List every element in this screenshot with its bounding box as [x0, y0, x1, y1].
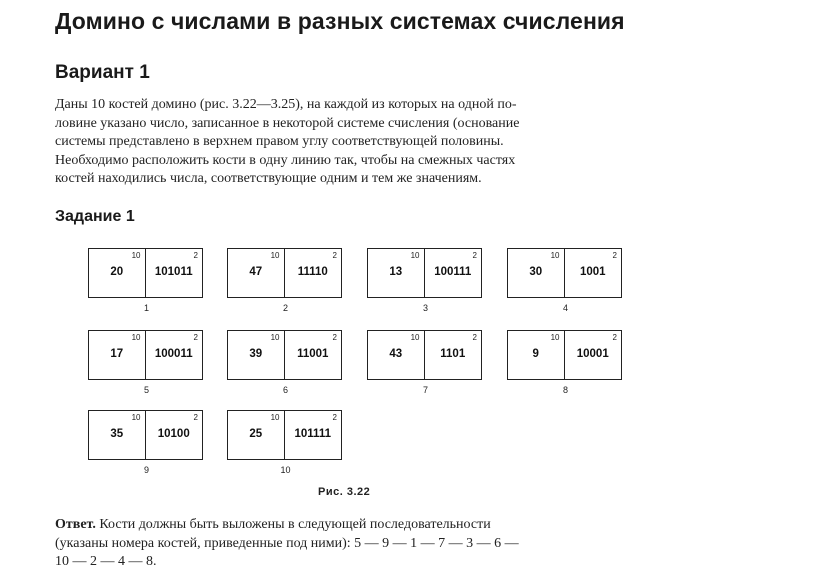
- right-base: 2: [332, 413, 337, 422]
- left-base: 10: [131, 251, 141, 260]
- left-value: 17: [110, 348, 124, 360]
- domino-number: 6: [282, 385, 288, 395]
- domino-right-half: [425, 249, 482, 297]
- domino-tile: [367, 248, 482, 313]
- intro-line: Даны 10 костей домино (рис. 3.22—3.25), на каждой из которых на одной по-: [55, 97, 517, 112]
- domino-right-half: [146, 331, 203, 379]
- task-heading: Задание 1: [55, 208, 135, 225]
- right-value: 101011: [154, 266, 193, 278]
- left-value: 47: [249, 266, 263, 278]
- left-base: 10: [550, 333, 560, 342]
- right-base: 2: [193, 413, 198, 422]
- intro-line: ловине указано число, записанное в некоторой системе счисления (основание: [55, 115, 520, 131]
- domino-number: 2: [282, 303, 288, 313]
- right-value: 101111: [294, 428, 331, 440]
- domino-right-half: [285, 331, 342, 379]
- right-value: 11001: [297, 348, 329, 360]
- right-value: 100111: [434, 266, 472, 278]
- right-base: 2: [612, 333, 617, 342]
- domino-tile: [227, 330, 342, 395]
- domino-left-half: [508, 331, 565, 379]
- right-value: 10001: [576, 348, 609, 360]
- answer-line: (указаны номера костей, приведенные под ними): 5 — 9 — 1 — 7 — 3 — 6 —: [55, 535, 519, 551]
- domino-left-half: [228, 411, 285, 459]
- right-base: 2: [472, 251, 477, 260]
- domino-left-half: [368, 331, 425, 379]
- domino-left-half: [89, 249, 146, 297]
- domino-tile: [227, 410, 342, 475]
- domino-number: 5: [143, 385, 149, 395]
- intro-paragraph: [55, 96, 658, 189]
- domino-tile: [88, 248, 203, 313]
- domino-left-half: [228, 331, 285, 379]
- right-value: 1001: [579, 266, 606, 278]
- left-base: 10: [131, 413, 141, 422]
- domino-tile: [367, 330, 482, 395]
- intro-line: системы представлено в верхнем правом углу соответствующей половины.: [55, 134, 504, 149]
- domino-tile: [88, 410, 203, 475]
- right-base: 2: [193, 251, 198, 260]
- right-value: 100011: [154, 348, 193, 360]
- domino-right-half: [565, 331, 622, 379]
- left-base: 10: [270, 333, 280, 342]
- domino-tile: [88, 330, 203, 395]
- left-value: 43: [389, 348, 403, 360]
- domino-left-half: [89, 331, 146, 379]
- figure-caption: Рис. 3.22: [318, 486, 371, 498]
- domino-right-half: [146, 249, 203, 297]
- right-value: 10100: [157, 428, 190, 440]
- left-value: 25: [249, 428, 263, 440]
- domino-right-half: [565, 249, 622, 297]
- domino-number: 1: [143, 303, 149, 313]
- left-base: 10: [270, 251, 280, 260]
- intro-line: костей находились числа, соответствующие одним и тем же значениям.: [55, 171, 482, 186]
- domino-tile: [507, 330, 622, 395]
- answer-label: Ответ.: [55, 517, 96, 532]
- domino-left-half: [228, 249, 285, 297]
- right-value: 11110: [297, 266, 328, 278]
- domino-left-half: [508, 249, 565, 297]
- domino-number: 10: [280, 465, 291, 475]
- left-value: 13: [389, 266, 403, 278]
- domino-left-half: [368, 249, 425, 297]
- domino-left-half: [89, 411, 146, 459]
- right-base: 2: [332, 251, 337, 260]
- domino-number: 8: [562, 385, 568, 395]
- intro-line: Необходимо расположить кости в одну линию так, чтобы на смежных частях: [55, 152, 516, 168]
- left-value: 20: [110, 266, 124, 278]
- domino-number: 7: [422, 385, 428, 395]
- domino-right-half: [146, 411, 203, 459]
- domino-right-half: [285, 249, 342, 297]
- answer-paragraph: [55, 516, 658, 572]
- left-base: 10: [131, 333, 141, 342]
- variant-heading: Вариант 1: [55, 62, 150, 83]
- page-title: Домино с числами в разных системах счисления: [55, 8, 625, 34]
- domino-number: 3: [422, 303, 428, 313]
- left-value: 9: [532, 348, 539, 360]
- left-base: 10: [550, 251, 560, 260]
- answer-line: 10 — 2 — 4 — 8.: [55, 554, 157, 569]
- right-base: 2: [472, 333, 477, 342]
- left-value: 35: [110, 428, 124, 440]
- left-base: 10: [270, 413, 280, 422]
- left-base: 10: [410, 251, 420, 260]
- right-base: 2: [193, 333, 198, 342]
- domino-number: 9: [143, 465, 149, 475]
- left-value: 30: [529, 266, 543, 278]
- domino-tile: [507, 248, 622, 313]
- right-base: 2: [332, 333, 337, 342]
- domino-tile: [227, 248, 342, 313]
- right-value: 1101: [440, 348, 466, 360]
- left-base: 10: [410, 333, 420, 342]
- right-base: 2: [612, 251, 617, 260]
- domino-number: 4: [562, 303, 568, 313]
- domino-right-half: [425, 331, 482, 379]
- left-value: 39: [249, 348, 263, 360]
- domino-right-half: [285, 411, 342, 459]
- answer-text: Кости должны быть выложены в следующей последовательности: [95, 517, 491, 532]
- answer-line: [55, 516, 658, 535]
